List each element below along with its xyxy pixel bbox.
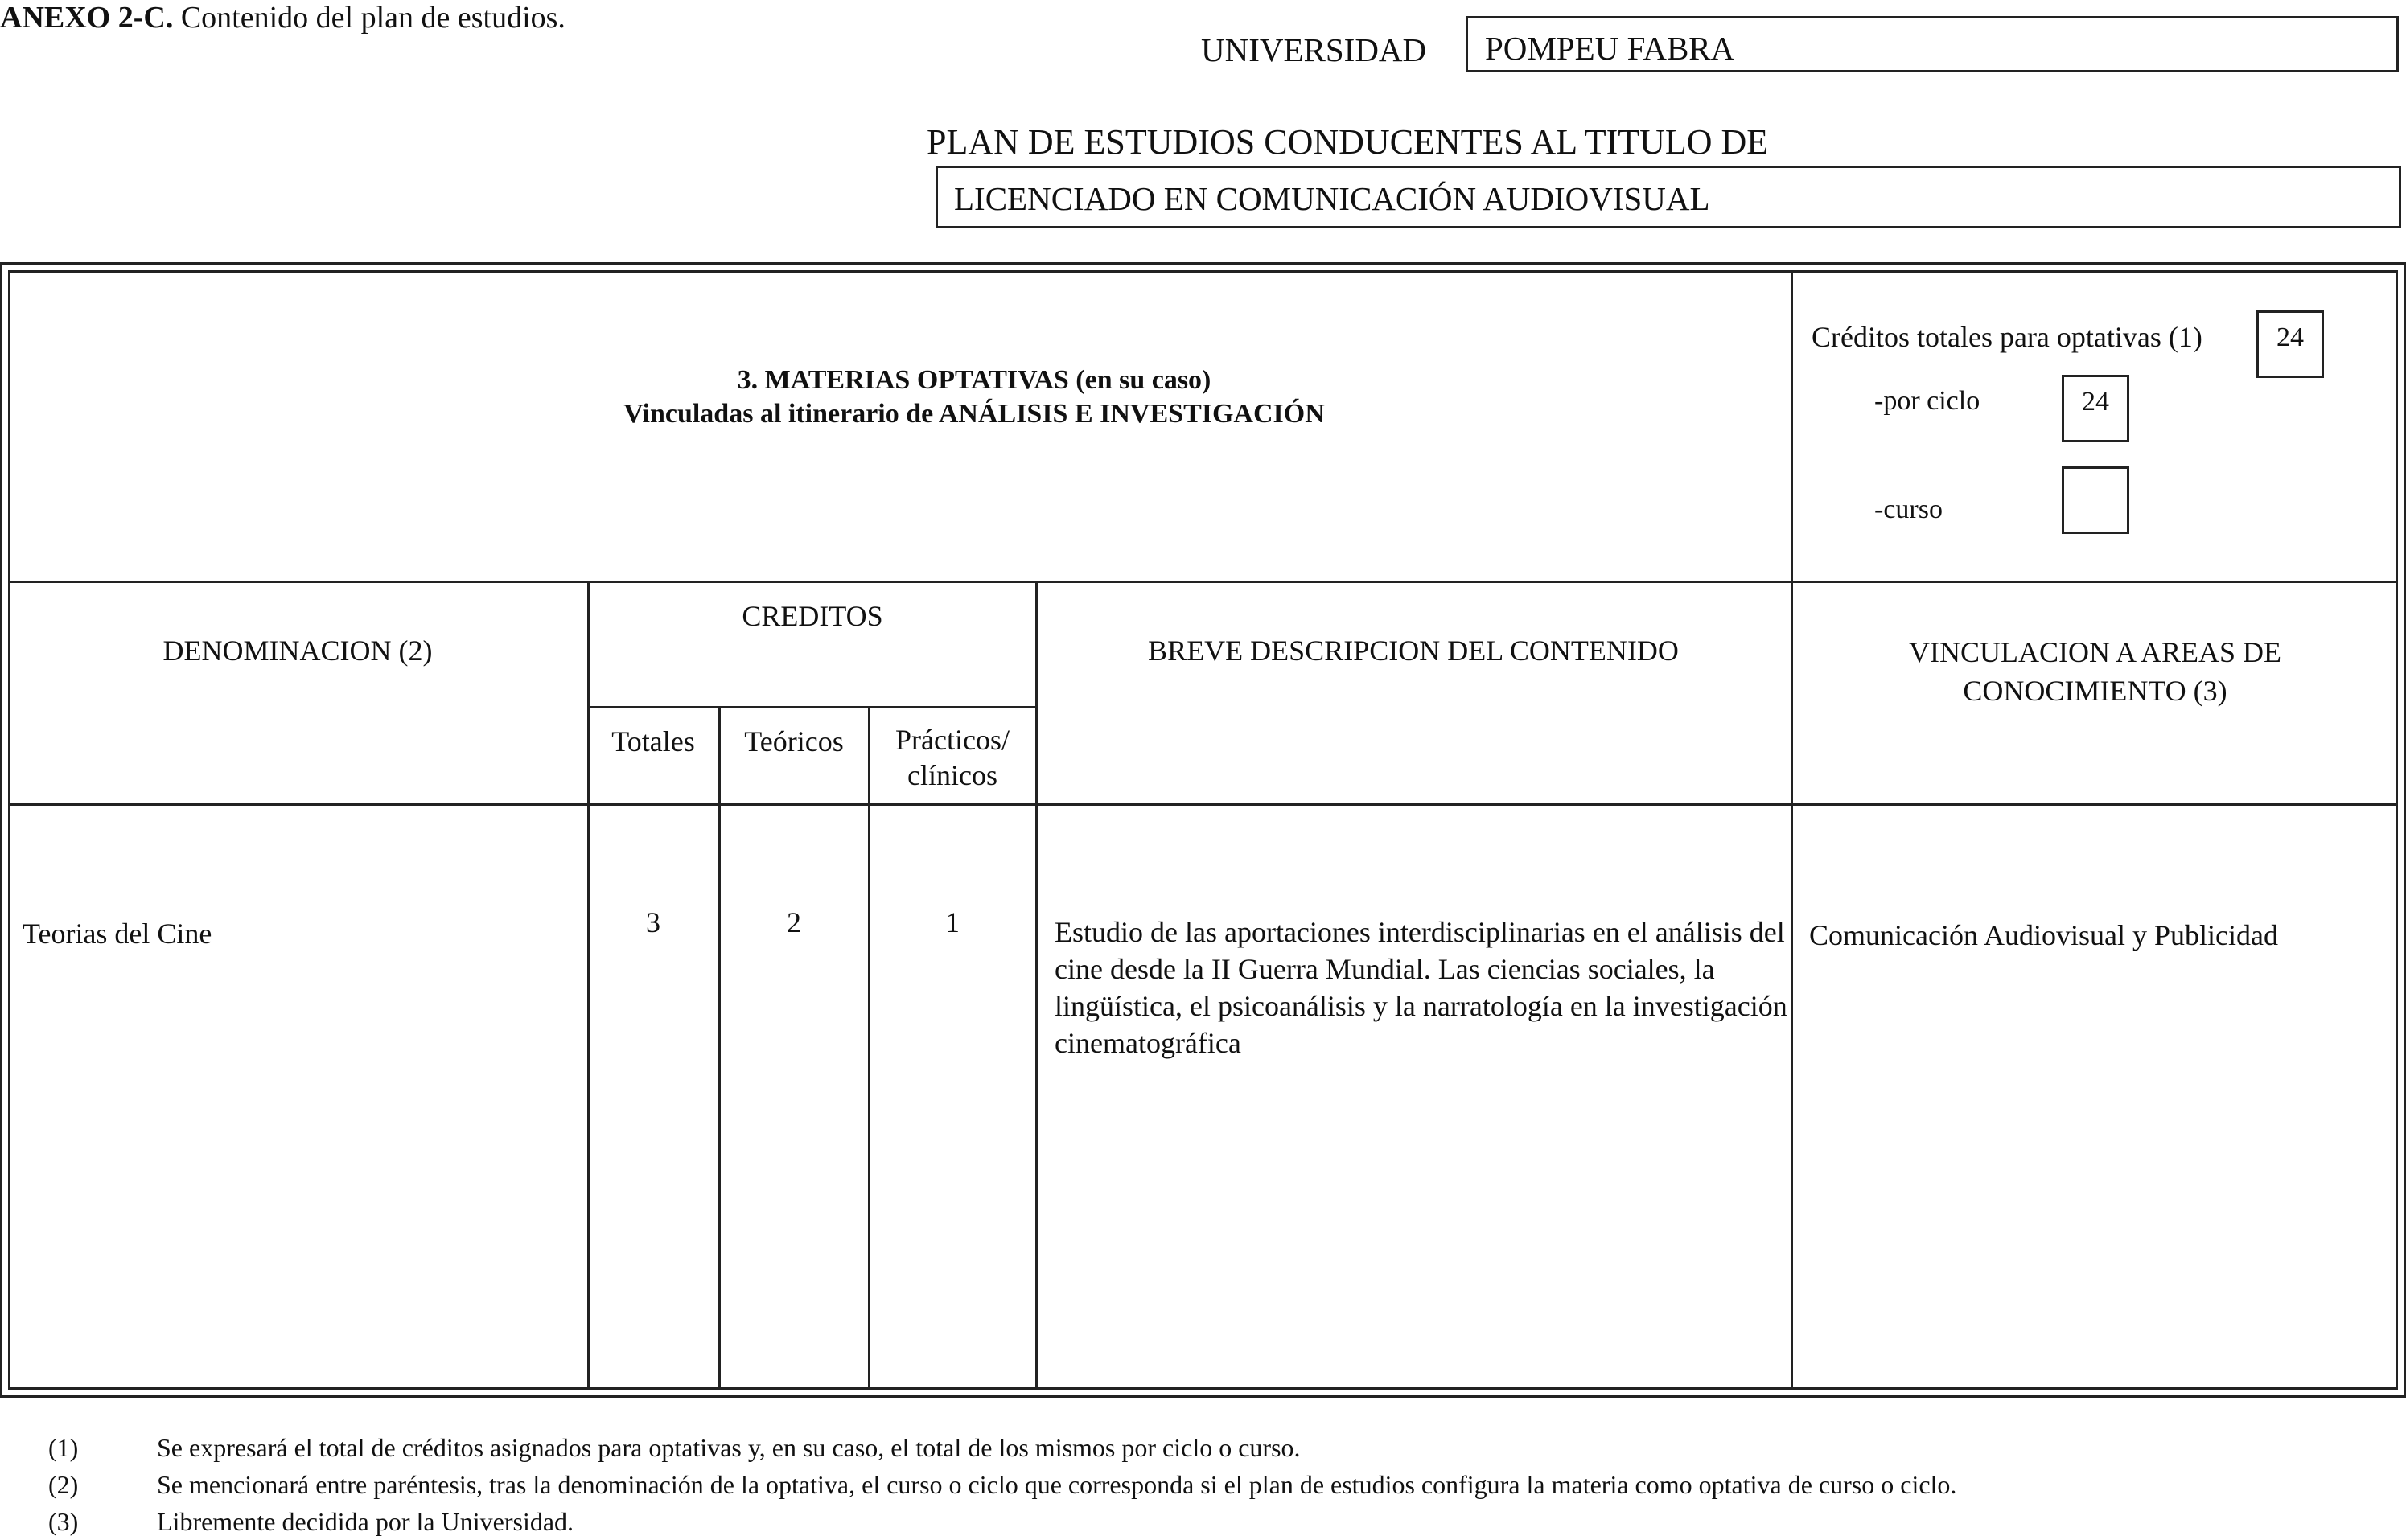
header-vinculacion-line1: VINCULACION A AREAS DE <box>1908 636 2282 668</box>
divider-totales-column <box>718 706 721 1390</box>
header-practicos-line2: clínicos <box>907 759 997 791</box>
section-title-line2: Vinculadas al itinerario de ANÁLISIS E INVESTIGACIÓN <box>623 399 1325 429</box>
footnote-2-number: (2) <box>48 1470 79 1499</box>
row-vinculacion: Comunicación Audiovisual y Publicidad <box>1809 919 2278 951</box>
row-descripcion: Estudio de las aportaciones interdisciplinarias en el análisis del cine desde la II Guerra Mundial. Las ciencias sociales, la lingüística, el psicoanálisis y la narratología en la investigación cinematográfica <box>1055 916 1787 1059</box>
header-vinculacion-line2: CONOCIMIENTO (3) <box>1963 675 2227 707</box>
row-teoricos: 2 <box>787 906 801 938</box>
plan-value: LICENCIADO EN COMUNICACIÓN AUDIOVISUAL <box>954 180 1710 217</box>
por-ciclo-box: 24 <box>2062 375 2129 442</box>
section-title-line1: 3. MATERIAS OPTATIVAS (en su caso) <box>737 365 1211 395</box>
row-denominacion: Teorias del Cine <box>23 918 212 950</box>
por-ciclo-label: -por ciclo <box>1874 386 1980 416</box>
section-title <box>483 363 1466 431</box>
divider-title-row <box>8 581 2398 583</box>
university-label: UNIVERSIDAD <box>1201 31 1427 68</box>
annex-title <box>0 0 566 35</box>
curso-label: -curso <box>1874 495 1943 524</box>
header-descripcion: BREVE DESCRIPCION DEL CONTENIDO <box>1148 634 1679 667</box>
table-inner-frame <box>8 270 2398 1390</box>
footnote-3-number: (3) <box>48 1507 79 1536</box>
row-practicos: 1 <box>945 906 960 938</box>
divider-header-row <box>8 803 2398 806</box>
footnote-2-text: Se mencionará entre paréntesis, tras la denominación de la optativa, el curso o ciclo que corresponda si el plan de estudios configura la materia como optativa de curso o ciclo. <box>157 1470 1957 1499</box>
header-totales: Totales <box>611 725 695 758</box>
total-credits-label: Créditos totales para optativas (1) <box>1812 321 2202 353</box>
annex-label: ANEXO 2-C. <box>0 1 174 35</box>
row-totales: 3 <box>646 906 660 938</box>
curso-box <box>2062 466 2129 534</box>
divider-descripcion-column <box>1035 581 1038 1390</box>
divider-vinculacion-column <box>1791 270 1793 1390</box>
divider-credits-subheader <box>589 706 1036 708</box>
total-credits-box: 24 <box>2256 310 2324 378</box>
footnote-1-number: (1) <box>48 1433 79 1462</box>
footnote-3-text: Libremente decidida por la Universidad. <box>157 1507 574 1536</box>
header-teoricos: Teóricos <box>744 725 844 758</box>
header-vinculacion <box>1792 633 2398 710</box>
header-denominacion: DENOMINACION (2) <box>162 634 433 667</box>
header-practicos <box>870 722 1035 793</box>
footnote-1-text: Se expresará el total de créditos asignados para optativas y, en su caso, el total de los mismos por ciclo o curso. <box>157 1433 1301 1462</box>
plan-title: PLAN DE ESTUDIOS CONDUCENTES AL TITULO DE <box>927 122 1769 162</box>
annex-subtitle: Contenido del plan de estudios. <box>173 1 566 35</box>
header-creditos: CREDITOS <box>742 600 883 632</box>
university-value: POMPEU FABRA <box>1485 30 1735 67</box>
header-practicos-line1: Prácticos/ <box>895 724 1010 756</box>
divider-teoricos-column <box>868 706 870 1390</box>
divider-denominacion-column <box>587 581 590 1390</box>
